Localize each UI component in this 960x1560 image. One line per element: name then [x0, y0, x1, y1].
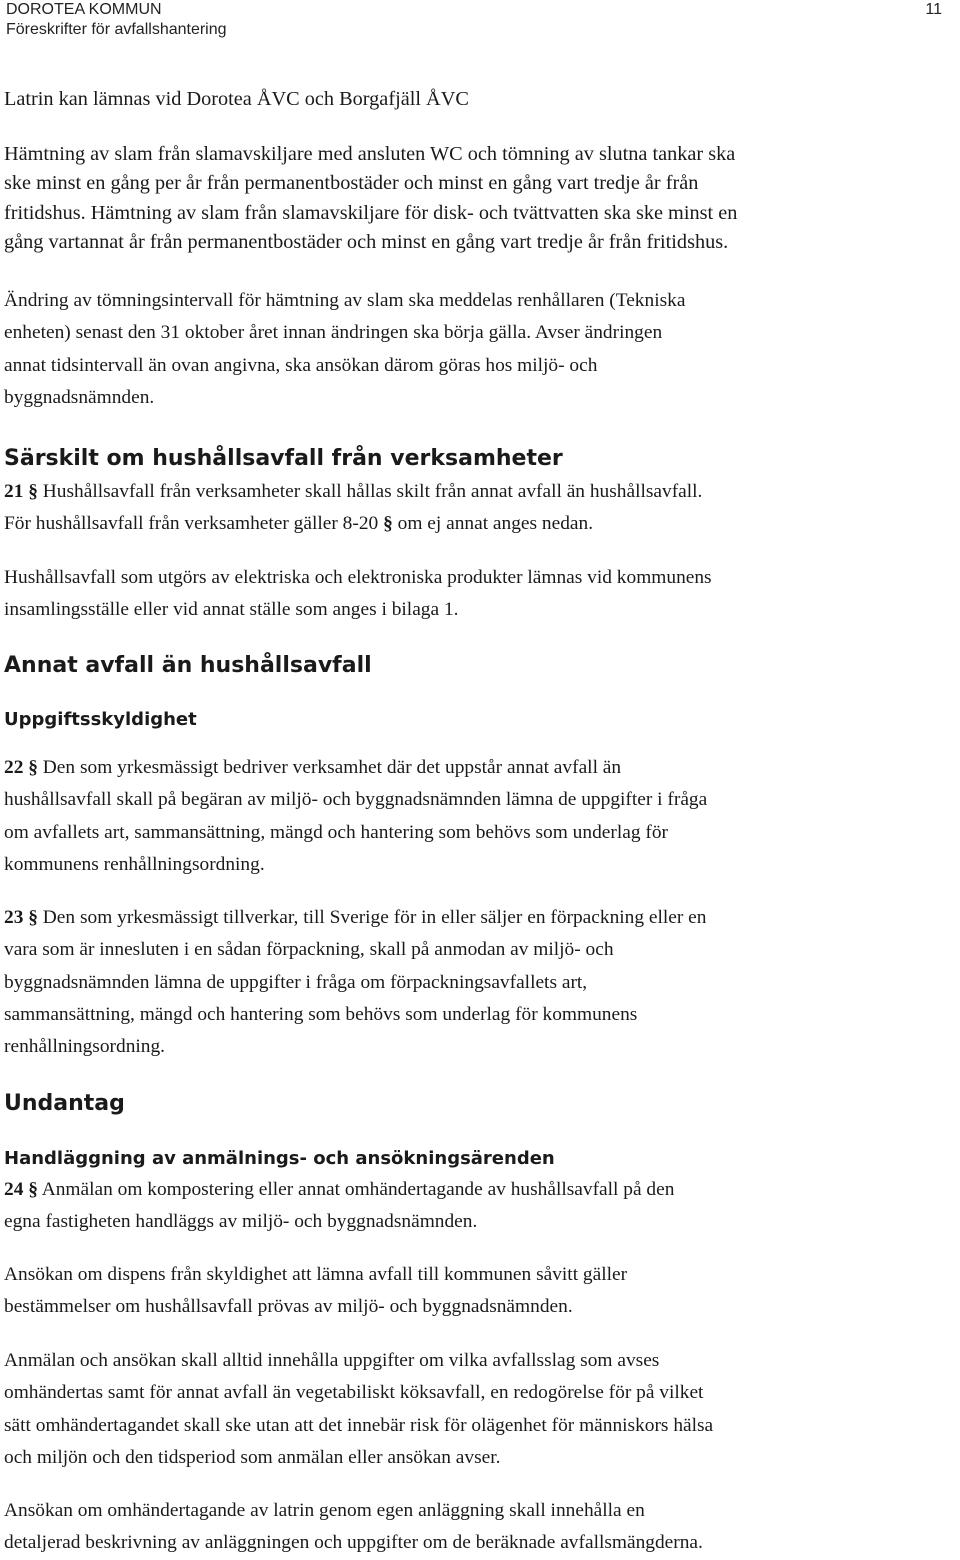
- text-line: Hämtning av slam från slamavskiljare med ansluten WC och tömning av slutna tankar ska: [4, 143, 736, 165]
- text-line: [4, 752, 956, 784]
- text-line: Ansökan om omhändertagande av latrin genom egen anläggning skall innehålla en: [4, 1500, 645, 1521]
- paragraph-andring: [4, 285, 956, 414]
- text-run: Den som yrkesmässigt bedriver verksamhet där det uppstår annat avfall än: [37, 757, 622, 778]
- text-line: [4, 1174, 956, 1206]
- text-line: byggnadsnämnden.: [4, 386, 155, 408]
- text-line: insamlingsställe eller vid annat ställe som anges i bilaga 1.: [4, 599, 459, 621]
- text-line: kommunens renhållningsordning.: [4, 853, 265, 875]
- text-line: bestämmelser om hushållsavfall prövas av miljö- och byggnadsnämnden.: [4, 1296, 573, 1318]
- text-line: ske minst en gång per år från permanentbostäder och minst en gång vart tredje år från: [4, 172, 699, 195]
- paragraph-latrin-ansokan: [4, 1495, 956, 1560]
- text-line: hushållsavfall skall på begäran av miljö- och byggnadsnämnden lämna de uppgifter i fråga: [4, 789, 708, 811]
- heading-sarskilt: Särskilt om hushållsavfall från verksamheter: [4, 446, 563, 471]
- text-line: om avfallets art, sammansättning, mängd och hantering som behövs som underlag för: [4, 821, 668, 843]
- paragraph-24: [4, 1174, 956, 1239]
- text-line: sätt omhändertagandet skall ske utan att det innebär risk för olägenhet för människors hälsa: [4, 1414, 714, 1436]
- text-line: Hushållsavfall som utgörs av elektriska och elektroniska produkter lämnas vid kommunens: [4, 567, 712, 588]
- section-sign: §: [28, 481, 38, 502]
- paragraph-number: 23: [4, 907, 24, 928]
- page-number: 11: [925, 1, 942, 18]
- paragraph-hamtning: [4, 140, 956, 257]
- paragraph-latrin: [4, 85, 956, 114]
- paragraph-23: [4, 902, 956, 1063]
- text-run: om ej annat anges nedan.: [392, 513, 594, 535]
- text-line: [4, 476, 956, 508]
- header-subtitle: Föreskrifter för avfallshantering: [6, 21, 227, 38]
- text-line: fritidshus. Hämtning av slam från slamavskiljare för disk- och tvättvatten ska ske minst en: [4, 201, 738, 224]
- text-line: vara som är innesluten i en sådan förpackning, skall på anmodan av miljö- och: [4, 939, 614, 961]
- text-line: [4, 508, 956, 540]
- paragraph-elektriska: [4, 562, 956, 627]
- text-line: gång vartannat år från permanentbostäder och minst en gång vart tredje år från fritidshus.: [4, 230, 729, 253]
- header-org: DOROTEA KOMMUN: [6, 1, 162, 18]
- section-sign: §: [28, 757, 38, 778]
- text-run: Anmälan om kompostering eller annat omhändertagande av hushållsavfall på den: [37, 1179, 675, 1200]
- text-line: och miljön och den tidsperiod som anmälan eller ansökan avser.: [4, 1446, 501, 1468]
- section-sign: §: [383, 513, 393, 535]
- section-sign: §: [28, 907, 38, 928]
- text-run: Den som yrkesmässigt tillverkar, till Sverige för in eller säljer en förpackning eller en: [37, 907, 707, 928]
- text-line: sammansättning, mängd och hantering som behövs som underlag för kommunens: [4, 1003, 638, 1025]
- text-line: Anmälan och ansökan skall alltid innehålla uppgifter om vilka avfallsslag som avses: [4, 1350, 660, 1371]
- text-line: Ansökan om dispens från skyldighet att lämna avfall till kommunen såvitt gäller: [4, 1264, 628, 1285]
- text-line: omhändertas samt för annat avfall än vegetabiliskt köksavfall, en redogörelse för på vilket: [4, 1382, 704, 1404]
- paragraph-number: 21: [4, 481, 24, 502]
- paragraph-dispens: [4, 1259, 956, 1324]
- paragraph-22: [4, 752, 956, 881]
- text-line: egna fastigheten handläggs av miljö- och byggnadsnämnden.: [4, 1211, 478, 1233]
- heading-annat-avfall: Annat avfall än hushållsavfall: [4, 653, 372, 678]
- text-line: Latrin kan lämnas vid Dorotea ÅVC och Borgafjäll ÅVC: [4, 88, 469, 110]
- text-line: [4, 902, 956, 934]
- running-header: [6, 0, 227, 40]
- text-line: Ändring av tömningsintervall för hämtning av slam ska meddelas renhållaren (Tekniska: [4, 290, 686, 311]
- paragraph-number: 22: [4, 757, 24, 778]
- heading-handlaggning: Handläggning av anmälnings- och ansökningsärenden: [4, 1148, 555, 1169]
- paragraph-21: [4, 476, 956, 541]
- text-line: annat tidsintervall än ovan angivna, ska ansökan därom göras hos miljö- och: [4, 354, 598, 376]
- text-line: detaljerad beskrivning av anläggningen och uppgifter om de beräknade avfallsmängderna.: [4, 1532, 703, 1554]
- paragraph-anmalan: [4, 1345, 956, 1474]
- text-line: enheten) senast den 31 oktober året innan ändringen ska börja gälla. Avser ändringen: [4, 322, 663, 344]
- text-line: renhållningsordning.: [4, 1036, 166, 1058]
- section-sign: §: [28, 1179, 38, 1200]
- heading-uppgiftsskyldighet: Uppgiftsskyldighet: [4, 709, 197, 730]
- heading-undantag: Undantag: [4, 1091, 125, 1116]
- text-run: Hushållsavfall från verksamheter skall hållas skilt från annat avfall än hushållsavfall.: [37, 481, 703, 502]
- text-run: För hushållsavfall från verksamheter gäller 8-20: [4, 513, 384, 535]
- paragraph-number: 24: [4, 1179, 24, 1200]
- text-line: byggnadsnämnden lämna de uppgifter i fråga om förpackningsavfallets art,: [4, 971, 588, 993]
